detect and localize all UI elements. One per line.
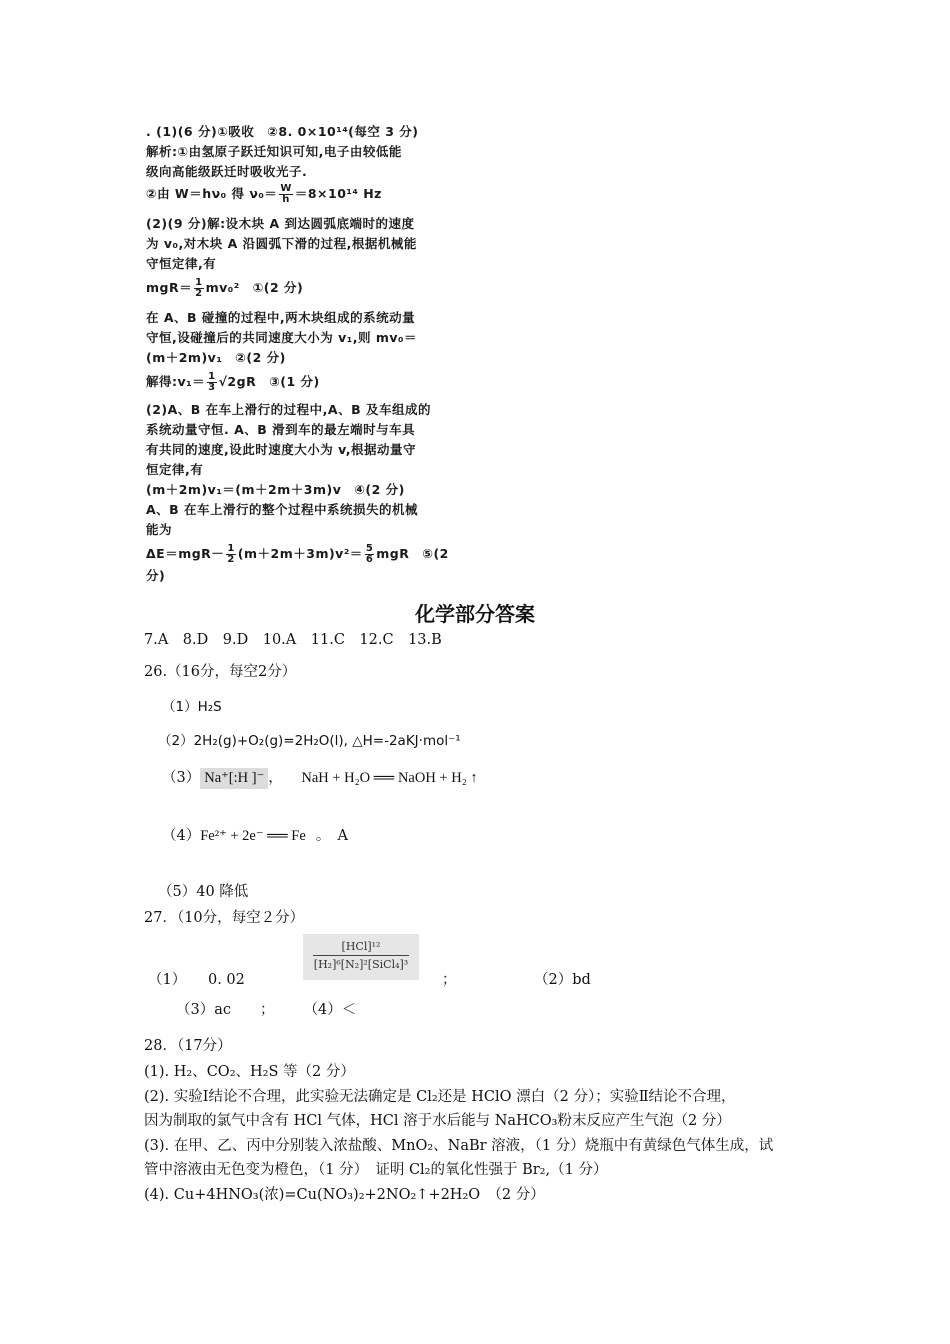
physics-line: (m＋2m)v₁＝(m＋2m＋3m)v ④(2 分) bbox=[146, 482, 405, 497]
electrode-equation: Fe²⁺ + 2e⁻ ══ Fe bbox=[200, 828, 306, 844]
q28-part-1: (1). H₂、CO₂、H₂S 等（2 分） bbox=[144, 1064, 355, 1080]
question-26-header: 26.（16分，每空2分） bbox=[144, 664, 297, 680]
physics-line: . (1)(6 分)①吸收 ②8. 0×10¹⁴(每空 3 分) bbox=[146, 124, 419, 139]
question-27-header: 27．（10分，每空２分） bbox=[144, 910, 305, 926]
multiple-choice-answers: 7.A 8.D 9.D 10.A 11.C 12.C 13.B bbox=[144, 632, 442, 648]
physics-line: mgR＝ $\frac{1}{2}$ mv₀² ①(2 分) bbox=[146, 277, 304, 299]
physics-line: 系统动量守恒. A、B 滑到车的最左端时与车具 bbox=[146, 422, 416, 437]
physics-line: 级向高能级跃迁时吸收光子. bbox=[146, 164, 308, 179]
physics-line: 守恒,设碰撞后的共同速度大小为 v₁,则 mv₀＝ bbox=[146, 330, 417, 345]
fraction: $\frac{5}{6}$ bbox=[365, 543, 374, 565]
physics-line: (m＋2m)v₁ ②(2 分) bbox=[146, 350, 286, 365]
physics-line: ②由 W＝hν₀ 得 ν₀＝ $\frac{W}{h}$ ＝8×10¹⁴ Hz bbox=[146, 183, 382, 205]
q27-part-2: （2）bd bbox=[534, 972, 591, 988]
physics-line: 分) bbox=[146, 568, 166, 583]
physics-line: (2)(9 分)解:设木块 A 到达圆弧底端时的速度 bbox=[146, 216, 415, 231]
q26-part-1: （1）H₂S bbox=[162, 699, 222, 715]
separator: ； bbox=[442, 972, 457, 988]
fraction: $\frac{1}{2}$ bbox=[195, 277, 203, 299]
physics-line: ΔE＝mgR－ $\frac{1}{2}$ (m＋2m＋3m)v²＝ $\frac{5}{6}$ mgR ⑤(2 bbox=[146, 543, 449, 565]
physics-line: 解析:①由氢原子跃迁知识可知,电子由较低能 bbox=[146, 144, 402, 159]
question-28-header: 28．（17分） bbox=[144, 1038, 232, 1054]
physics-line: 解得:v₁＝ $\frac{1}{3}$ √2gR ③(1 分) bbox=[146, 371, 320, 393]
q28-part-2: (2). 实验Ⅰ结论不合理，此实验无法确定是 Cl₂还是 HClO 漂白（2 分）；实验Ⅱ结论不合理， bbox=[144, 1089, 736, 1105]
equilibrium-constant-expression: [HCl]¹² [H₂]⁶[N₂]²[SiCl₄]³ bbox=[303, 934, 419, 980]
physics-line: A、B 在车上滑行的整个过程中系统损失的机械 bbox=[146, 502, 419, 517]
q28-part-3: (3). 在甲、乙、丙中分别装入浓盐酸、MnO₂、NaBr 溶液，（1 分）烧瓶中有黄绿色气体生成，试 bbox=[144, 1138, 774, 1154]
physics-line: 能为 bbox=[146, 522, 173, 537]
q27-part-3-4: （3）ac ； （4）＜ bbox=[176, 1002, 357, 1018]
physics-line: 在 A、B 碰撞的过程中,两木块组成的系统动量 bbox=[146, 310, 416, 325]
q26-part-5: （5）40 降低 bbox=[158, 884, 249, 900]
q28-part-4: (4). Cu+4HNO₃(浓)=Cu(NO₃)₂+2NO₂↑+2H₂O （2 分） bbox=[144, 1187, 545, 1203]
fraction: $\frac{1}{3}$ bbox=[208, 371, 216, 393]
physics-line: 守恒定律,有 bbox=[146, 256, 217, 271]
physics-line: 有共同的速度,设此时速度大小为 v,根据动量守 bbox=[146, 442, 416, 457]
fraction: $\frac{1}{2}$ bbox=[227, 543, 235, 565]
chem-title: 化学部分答案 bbox=[415, 602, 535, 626]
q28-part-2-cont: 因为制取的氯气中含有 HCl 气体，HCl 溶于水后能与 NaHCO₃粉末反应产生气泡（2 分） bbox=[144, 1113, 731, 1129]
q26-part-4: （4）Fe²⁺ + 2e⁻ ══ Fe 。 A bbox=[162, 828, 349, 844]
physics-line: 恒定律,有 bbox=[146, 462, 204, 477]
physics-line: 为 v₀,对木块 A 沿圆弧下滑的过程,根据机械能 bbox=[146, 236, 417, 251]
fraction: $\frac{W}{h}$ bbox=[280, 183, 292, 205]
q27-part-1: （1） 0. 02 bbox=[148, 972, 245, 988]
q26-part-2: （2）2H₂(g)+O₂(g)=2H₂O(l), △H=-2aKJ·mol⁻¹ bbox=[158, 733, 461, 749]
reaction-equation: NaH + H₂O ══ NaOH + H₂ ↑ bbox=[301, 770, 478, 786]
q28-part-3-cont: 管中溶液由无色变为橙色，（1 分） 证明 Cl₂的氧化性强于 Br₂,（1 分） bbox=[144, 1162, 608, 1178]
q26-part-3: （3） Na⁺[:H ]⁻ ， NaH + H₂O ══ NaOH + H₂ ↑ bbox=[162, 766, 478, 789]
electron-formula-image: Na⁺[:H ]⁻ bbox=[200, 768, 268, 789]
physics-line: (2)A、B 在车上滑行的过程中,A、B 及车组成的 bbox=[146, 402, 431, 417]
